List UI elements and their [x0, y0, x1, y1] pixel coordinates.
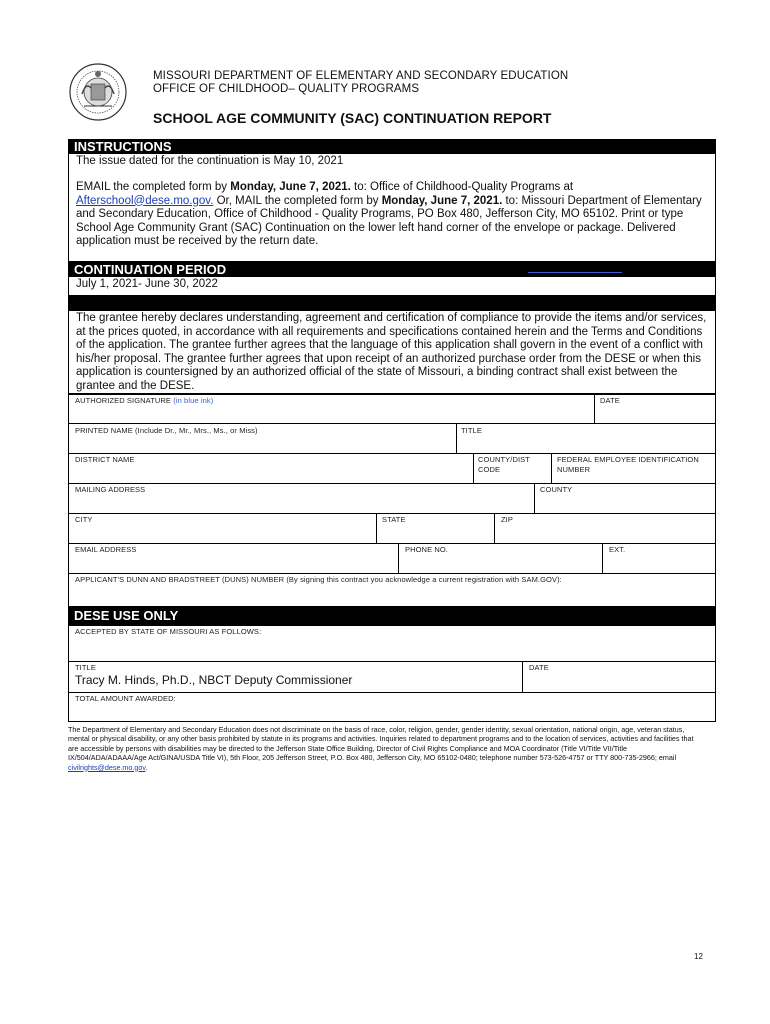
- dese-use-only-heading: DESE USE ONLY: [68, 607, 716, 625]
- report-title: SCHOOL AGE COMMUNITY (SAC) CONTINUATION REPORT: [153, 110, 552, 126]
- printed-name-label: PRINTED NAME (Include Dr., Mr., Mrs., Ms., or Miss): [75, 426, 258, 435]
- blue-ink-note: (in blue ink): [173, 396, 214, 405]
- mail-instructions: to: Missouri Department of Elementary and Secondary Education, Office of Childhood - Quality Programs, PO Box 480, Jefferson City, MO 65102. Print or type School Age Community Grant (SAC) Continuation on the lower left hand corner of the envelope or package. Delivered application must be received by the return date.: [76, 194, 702, 247]
- county-dist-code-label-2: CODE: [478, 465, 501, 474]
- zip-label: ZIP: [501, 515, 513, 524]
- continuation-period-heading: CONTINUATION PERIOD: [68, 262, 716, 277]
- notice-end: .: [145, 762, 148, 772]
- issue-date-text: The issue dated for the continuation is May 10, 2021: [76, 155, 344, 167]
- civil-rights-email-link[interactable]: civilrights@dese.mo.gov: [68, 762, 146, 772]
- total-awarded-label: TOTAL AMOUNT AWARDED:: [75, 694, 176, 703]
- signer-name: Tracy M. Hinds, Ph.D., NBCT Deputy Commissioner: [75, 673, 353, 687]
- title-label: TITLE: [461, 426, 482, 435]
- nondiscrimination-notice: [68, 725, 700, 772]
- county-label: COUNTY: [540, 485, 573, 494]
- agreement-bar: [68, 296, 716, 311]
- email-address-label: EMAIL ADDRESS: [75, 545, 137, 554]
- missouri-state-seal-icon: [68, 62, 128, 122]
- authorized-signature-label: AUTHORIZED SIGNATURE (in blue ink): [75, 396, 214, 405]
- accepted-by-label: ACCEPTED BY STATE OF MISSOURI AS FOLLOWS:: [75, 627, 262, 636]
- continuation-dates: July 1, 2021- June 30, 2022: [76, 278, 218, 290]
- agreement-text: The grantee hereby declares understanding, agreement and certification of compliance to provide the items and/or services, at the prices quoted, in accordance with all requirements and specifications contained herein and the Terms and Conditions of the application. The grantee further agrees that the language of this application shall govern in the event of a conflict with his/her proposal. The grantee further agrees that upon receipt of an authorized purchase order from the DESE or when this application is countersigned by an authorized official of the state of Missouri, a binding contract shall exist between the grantee and the DESE.: [76, 312, 707, 392]
- afterschool-email-link[interactable]: Afterschool@dese.mo.gov.: [76, 194, 214, 207]
- department-name: MISSOURI DEPARTMENT OF ELEMENTARY AND SECONDARY EDUCATION: [153, 70, 569, 82]
- duns-label: APPLICANT'S DUNN AND BRADSTREET (DUNS) NUMBER (By signing this contract you acknowledge a current registration with SAM.GOV):: [75, 575, 562, 584]
- city-label: CITY: [75, 515, 93, 524]
- district-name-label: DISTRICT NAME: [75, 455, 135, 464]
- fein-label-1: FEDERAL EMPLOYEE IDENTIFICATION: [557, 455, 699, 464]
- dese-title-label: TITLE: [75, 663, 96, 672]
- email-mid: to: Office of Childhood-Quality Programs at: [350, 181, 574, 193]
- mailing-address-label: MAILING ADDRESS: [75, 485, 146, 494]
- email-prefix: EMAIL the completed form by: [76, 181, 231, 193]
- zip-field[interactable]: [494, 513, 716, 544]
- deadline-mail: Monday, June 7, 2021.: [381, 194, 503, 207]
- dese-date-label: DATE: [529, 663, 549, 672]
- submission-instructions: [76, 181, 708, 249]
- period-underline: [528, 272, 622, 273]
- date-label: DATE: [600, 396, 620, 405]
- state-label: STATE: [382, 515, 406, 524]
- page-number: 12: [694, 952, 703, 961]
- dese-date-field: [522, 661, 716, 693]
- ext-label: EXT.: [609, 545, 626, 554]
- instructions-heading: INSTRUCTIONS: [68, 139, 716, 154]
- notice-text: The Department of Elementary and Secondary Education does not discriminate on the basis of race, color, religion, gender, gender identity, sexual orientation, national origin, age, veteran status, mental or physical disability, or any other basis prohibited by statute in its programs and activities. Inquiries related to department programs and to the location of services, activities and facilities that are accessible by persons with disabilities may be directed to the Jefferson State Office Building, Director of Civil Rights Compliance and MOA Coordinator (Title VI/Title VII/Title IX/504/ADA/ADAAA/Age Act/GINA/USDA Title VI), 5th Floor, 205 Jefferson Street, P.O. Box 480, Jefferson City, MO 65102-0480; telephone number 573-526-4757 or TTY 800-735-2966; email: [68, 725, 694, 763]
- title-field[interactable]: [456, 423, 716, 454]
- deadline-email: Monday, June 7, 2021.: [230, 181, 351, 193]
- county-dist-code-label-1: COUNTY/DIST: [478, 455, 530, 464]
- phone-label: PHONE NO.: [405, 545, 448, 554]
- mail-prefix: Or, MAIL the completed form by: [213, 194, 382, 207]
- city-field[interactable]: [68, 513, 377, 544]
- office-name: OFFICE OF CHILDHOOD– QUALITY PROGRAMS: [153, 83, 420, 95]
- fein-label-2: NUMBER: [557, 465, 591, 474]
